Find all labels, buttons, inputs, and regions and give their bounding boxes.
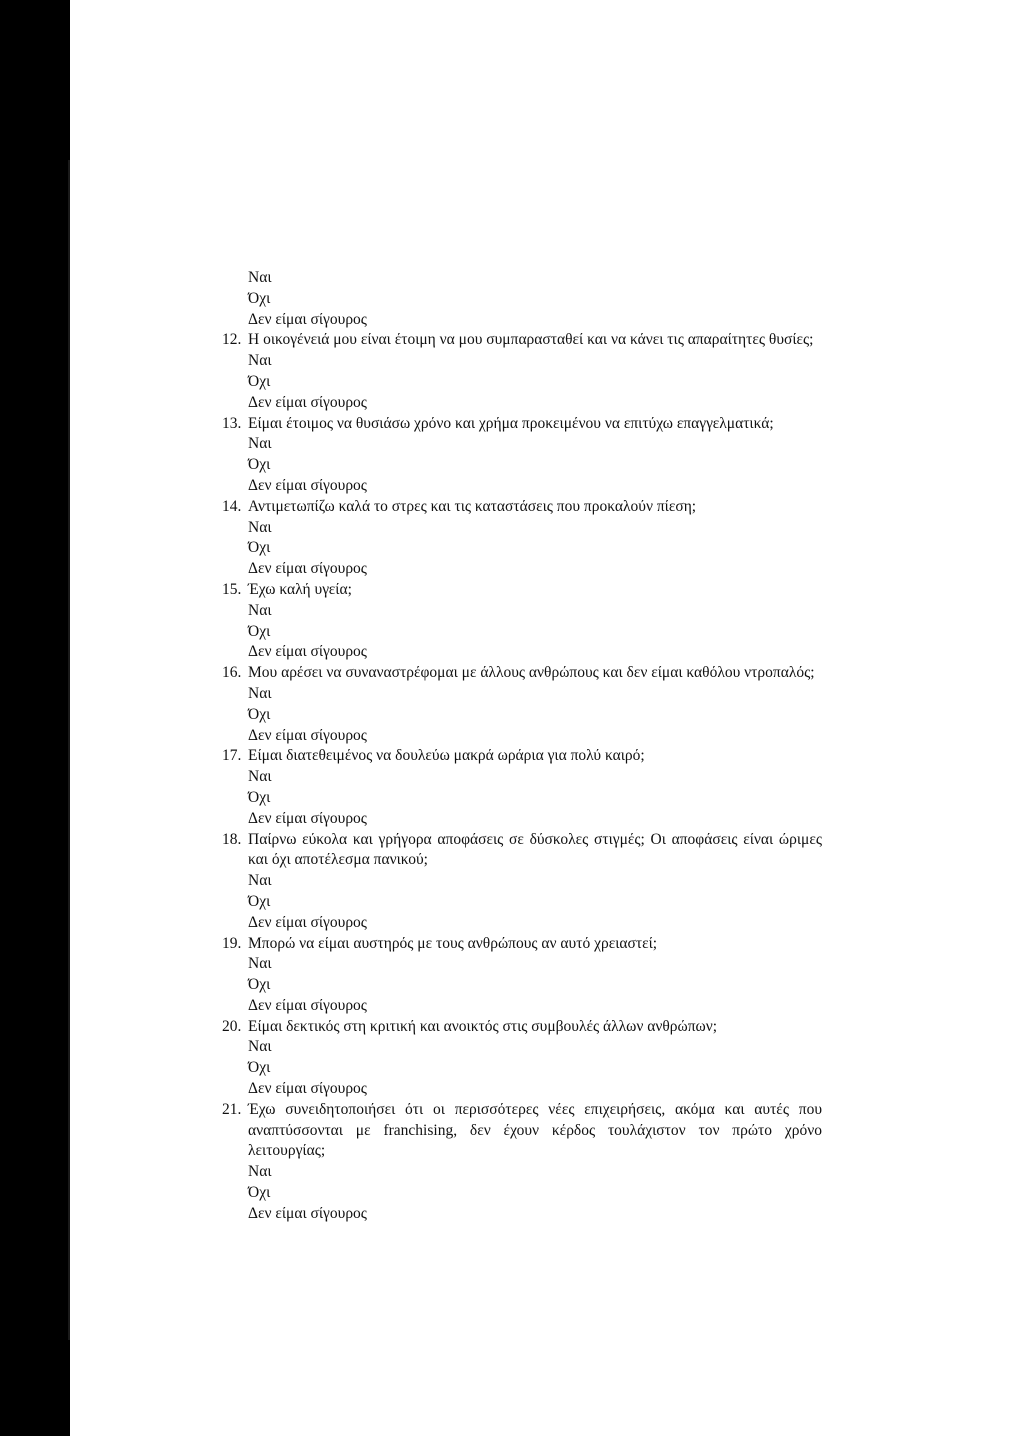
question-number: 12. — [222, 331, 242, 349]
question-number: 17. — [222, 747, 242, 765]
answer-option: Ναι — [248, 872, 272, 890]
question-text: Μου αρέσει να συναναστρέφομαι με άλλους ανθρώπους και δεν είμαι καθόλου ντροπαλός; — [248, 664, 815, 682]
answer-option: Όχι — [248, 705, 271, 723]
question-number: 13. — [222, 414, 242, 432]
question-number: 20. — [222, 1017, 242, 1035]
question-item — [222, 830, 822, 872]
answer-option: Ναι — [248, 684, 272, 702]
answer-option: Όχι — [248, 892, 271, 910]
scan-margin-line — [68, 160, 70, 1340]
question-text: Είμαι διατεθειμένος να δουλεύω μακρά ωράρια για πολύ καιρό; — [248, 747, 645, 765]
answer-option: Ναι — [248, 269, 272, 286]
question-item — [222, 580, 822, 601]
answer-option: Δεν είμαι σίγουρος — [248, 913, 367, 931]
answer-option: Ναι — [248, 518, 272, 536]
question-text: Αντιμετωπίζω καλά το στρες και τις καταστάσεις που προκαλούν πίεση; — [248, 497, 697, 515]
question-item — [222, 934, 822, 955]
question-text: Η οικογένειά μου είναι έτοιμη να μου συμπαρασταθεί και να κάνει τις απαραίτητες θυσίες; — [248, 331, 814, 349]
question-text: Παίρνω εύκολα και γρήγορα αποφάσεις σε δύσκολες στιγμές; Οι αποφάσεις είναι ώριμες και όχι αποτέλεσμα πανικού; — [248, 830, 822, 869]
answer-option: Δεν είμαι σίγουρος — [248, 809, 367, 827]
question-item — [222, 746, 822, 767]
answer-option: Όχι — [248, 1059, 271, 1077]
question-item — [222, 1017, 822, 1038]
question-text: Έχω καλή υγεία; — [248, 580, 352, 598]
answer-option: Όχι — [248, 539, 271, 557]
answer-option: Όχι — [248, 289, 271, 307]
answer-option: Ναι — [248, 435, 272, 453]
answer-option: Δεν είμαι σίγουρος — [248, 643, 367, 661]
answer-option: Ναι — [248, 768, 272, 786]
answer-option: Δεν είμαι σίγουρος — [248, 393, 367, 411]
question-item — [222, 414, 822, 435]
answer-option: Όχι — [248, 456, 271, 474]
answer-option: Όχι — [248, 788, 271, 806]
question-text: Είμαι έτοιμος να θυσιάσω χρόνο και χρήμα προκειμένου να επιτύχω επαγγελματικά; — [248, 414, 774, 432]
question-number: 15. — [222, 580, 242, 598]
answer-option: Δεν είμαι σίγουρος — [248, 726, 367, 744]
answer-option: Ναι — [248, 955, 272, 973]
answer-option: Δεν είμαι σίγουρος — [248, 476, 367, 494]
question-text: Έχω συνειδητοποιήσει ότι οι περισσότερες νέες επιχειρήσεις, ακόμα και αυτές που αναπτύσσονται με franchising, δεν έχουν κέρδος τουλάχιστον τον πρώτο χρόνο λειτουργίας; — [248, 1100, 822, 1160]
answer-option: Δεν είμαι σίγουρος — [248, 996, 367, 1014]
question-number: 18. — [222, 830, 242, 848]
answer-option: Ναι — [248, 1038, 272, 1056]
question-item — [222, 330, 822, 351]
answer-option: Δεν είμαι σίγουρος — [248, 310, 367, 328]
question-number: 16. — [222, 664, 242, 682]
question-text: Μπορώ να είμαι αυστηρός με τους ανθρώπους αν αυτό χρειαστεί; — [248, 934, 658, 952]
questionnaire-body — [222, 268, 822, 1225]
question-number: 21. — [222, 1100, 242, 1118]
question-number: 14. — [222, 497, 242, 515]
answer-option: Ναι — [248, 1163, 272, 1181]
question-number: 19. — [222, 934, 242, 952]
answer-option: Όχι — [248, 372, 271, 390]
answer-option: Δεν είμαι σίγουρος — [248, 1080, 367, 1098]
answer-option: Δεν είμαι σίγουρος — [248, 560, 367, 578]
question-item — [222, 497, 822, 518]
answer-option: Όχι — [248, 622, 271, 640]
answer-option: Ναι — [248, 352, 272, 370]
question-text: Είμαι δεκτικός στη κριτική και ανοικτός στις συμβουλές άλλων ανθρώπων; — [248, 1017, 718, 1035]
answer-option: Ναι — [248, 601, 272, 619]
answer-option: Όχι — [248, 976, 271, 994]
answer-option: Δεν είμαι σίγουρος — [248, 1204, 367, 1222]
answer-option: Όχι — [248, 1184, 271, 1202]
question-item — [222, 663, 822, 684]
question-item — [222, 1100, 822, 1162]
